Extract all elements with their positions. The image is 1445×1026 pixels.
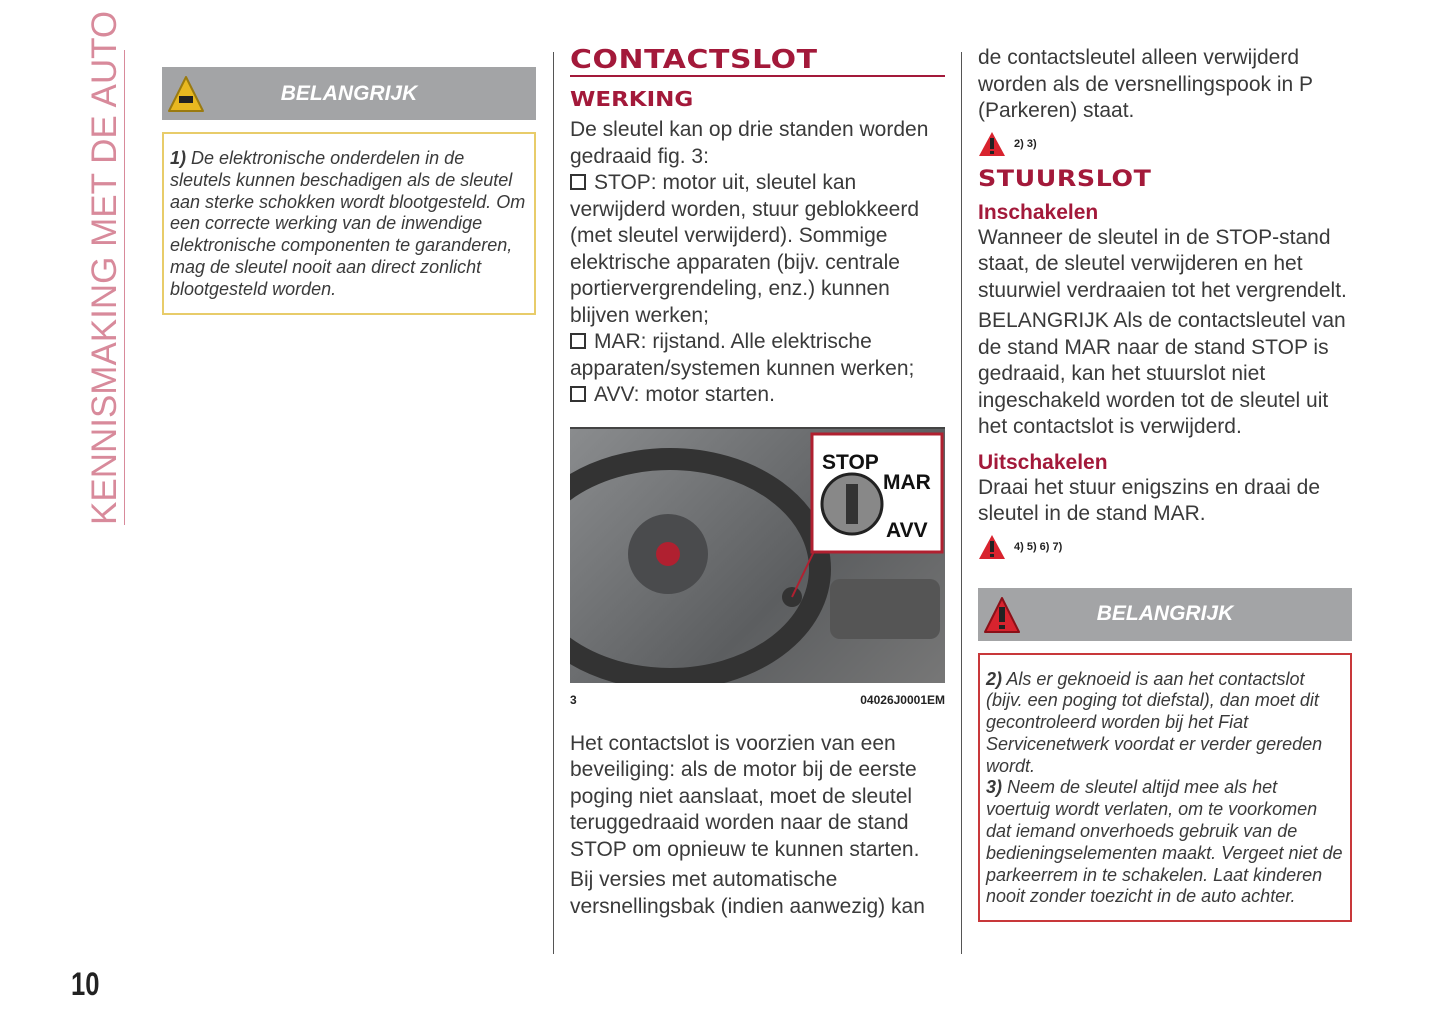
warning-icon bbox=[982, 595, 1022, 635]
intro-text: De sleutel kan op drie standen worden gedraaid fig. 3: bbox=[570, 118, 929, 168]
steering-wheel-illustration bbox=[570, 429, 945, 683]
paragraph: Bij versies met automatische versnellingsbak (indien aanwezig) kan bbox=[570, 868, 925, 918]
warning-reference: 2) 3) bbox=[978, 131, 1352, 157]
checkbox-bullet-icon bbox=[570, 386, 586, 402]
column-3 bbox=[978, 45, 1352, 922]
warning-icon bbox=[978, 131, 1006, 157]
list-item: AVV: motor starten. bbox=[570, 382, 945, 409]
paragraph: BELANGRIJK Als de contactsleutel van de stand MAR naar de stand STOP is gedraaid, kan het stuurslot niet ingeschakeld worden tot de sleutel uit het contactslot is verwijderd. bbox=[978, 309, 1346, 438]
list-item: MAR: rijstand. Alle elektrische apparaten/systemen kunnen werken; bbox=[570, 330, 915, 380]
checkbox-bullet-icon bbox=[570, 174, 586, 190]
warning-icon bbox=[978, 534, 1006, 560]
figure-code: 04026J0001EM bbox=[860, 692, 945, 707]
column-divider bbox=[553, 52, 554, 954]
column-divider bbox=[961, 52, 962, 954]
note-box bbox=[162, 132, 536, 315]
paragraph: Het contactslot is voorzien van een beveiliging: als de motor bij de eerste poging niet aanslaat, moet de sleutel teruggedraaid worden naar de stand STOP om opnieuw te kunnen starten. bbox=[570, 731, 920, 861]
subheading-uitschakelen: Uitschakelen bbox=[978, 450, 1108, 474]
checkbox-bullet-icon bbox=[570, 333, 586, 349]
note-number: 1) bbox=[170, 148, 187, 168]
note-text: De elektronische onderdelen in de sleutels kunnen beschadigen als de sleutel aan sterke schokken wordt blootgesteld. Om een correcte werking van de inwendige elektronische componenten te garanderen, mag de sleutel nooit aan direct zonlicht blootgesteld worden. bbox=[170, 148, 526, 299]
note: 2) Als er geknoeid is aan het contactslot (bijv. een poging tot diefstal), dan moet dit gecontroleerd worden bij het Fiat Servicenetwerk voordat er verder gereden wordt. bbox=[986, 668, 1323, 776]
column-1 bbox=[162, 67, 536, 315]
figure-label-mar: MAR bbox=[883, 470, 931, 494]
paragraph: Draai het stuur enigszins en draai de sleutel in de stand MAR. bbox=[978, 475, 1321, 525]
important-box-header bbox=[162, 67, 536, 120]
subheading-inschakelen: Inschakelen bbox=[978, 200, 1099, 224]
important-box-header bbox=[978, 588, 1352, 641]
figure-label-avv: AVV bbox=[886, 518, 928, 542]
subheading-werking: WERKING bbox=[570, 87, 694, 111]
section-title: KENNISMAKING MET DE AUTO bbox=[85, 10, 124, 525]
figure-label-stop: STOP bbox=[822, 450, 879, 474]
note: 3) Neem de sleutel altijd mee als het voertuig wordt verlaten, om te voorkomen dat iemand onverhoeds gebruik van de bedieningselementen maakt. Vergeet niet de parkeerrem in te schakelen. Laat kinderen nooit zonder toezicht in de auto achter. bbox=[986, 777, 1343, 907]
list-item: STOP: motor uit, sleutel kan verwijderd worden, stuur geblokkeerd (met sleutel verwijderd). Sommige elektrische apparaten (bijv. centrale portiervergrendeling, enz.) kunnen blijven werken; bbox=[570, 171, 920, 327]
paragraph: Wanneer de sleutel in de STOP-stand staat, de sleutel verwijderen en het stuurwiel verdraaien tot het vergrendelt. bbox=[978, 225, 1347, 302]
figure-caption bbox=[570, 693, 945, 707]
note-box bbox=[978, 653, 1352, 923]
column-2 bbox=[570, 45, 945, 920]
box-title: BELANGRIJK bbox=[1096, 602, 1234, 625]
box-title: BELANGRIJK bbox=[280, 81, 418, 105]
warning-reference: 4) 5) 6) 7) bbox=[978, 534, 1352, 560]
figure-number: 3 bbox=[570, 692, 577, 707]
paragraph: de contactsleutel alleen verwijderd worden als de versnellingspook in P (Parkeren) staat. bbox=[978, 46, 1313, 122]
heading-contactslot: CONTACTSLOT bbox=[570, 45, 818, 75]
ignition-figure bbox=[570, 427, 945, 683]
page-number: 10 bbox=[71, 966, 100, 1002]
heading-stuurslot: STUURSLOT bbox=[978, 166, 1152, 192]
caution-icon bbox=[166, 74, 206, 114]
